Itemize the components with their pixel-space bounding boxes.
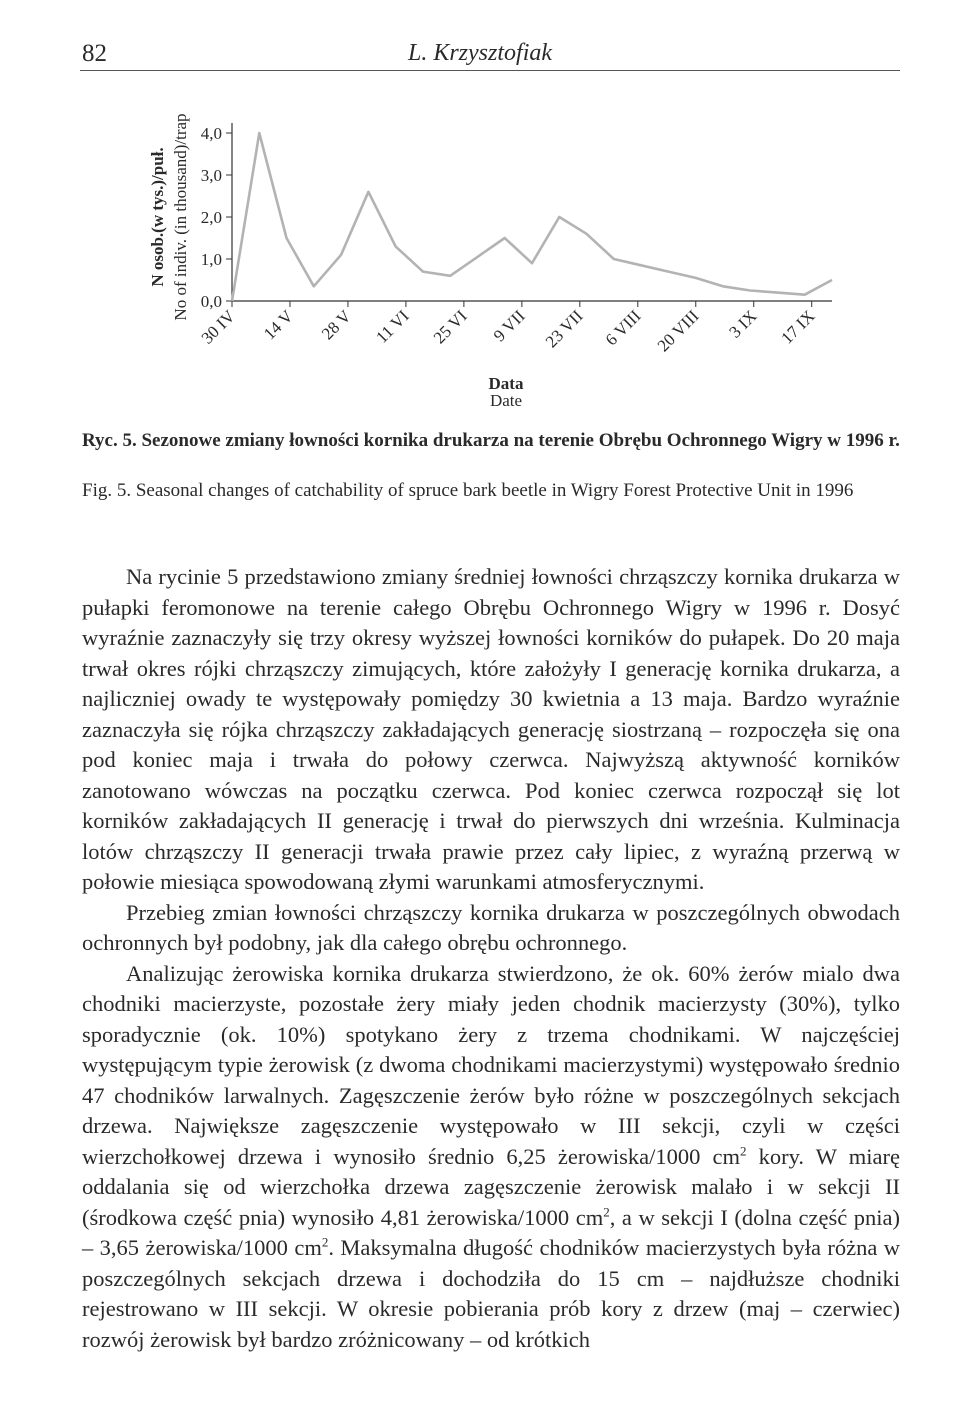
body-text	[82, 562, 900, 1355]
x-tick-label: 30 IV	[197, 306, 239, 348]
figure-caption-pl: Ryc. 5. Sezonowe zmiany łowności kornika drukarza na terenie Obrębu Ochronnego Wigry w 1996 r.	[82, 430, 900, 451]
x-tick-label: 3 IX	[725, 306, 761, 342]
catchability-line-chart	[0, 0, 960, 420]
paragraph-2: Przebieg zmian łowności chrząszczy kornika drukarza w poszczególnych obwodach ochronnych był podobny, jak dla całego obrębu ochronnego.	[82, 899, 900, 955]
superscript-2: 2	[740, 1143, 747, 1158]
x-tick-label: 14 V	[259, 306, 297, 344]
running-head-author: L. Krzysztofiak	[407, 40, 553, 66]
paragraph-3-part-2: kory. W miarę oddalania się od wierzchołka drzewa zagęszczenie żerowisk malało i w sekcji II (środkowa część pnia) wynosiło 4,81 żerowiska/1000 cm	[82, 1143, 900, 1230]
x-tick-label: 20 VIII	[653, 306, 703, 356]
y-tick-label: 2,0	[200, 208, 222, 227]
y-tick-label: 3,0	[200, 166, 222, 185]
y-tick-label: 1,0	[200, 250, 222, 269]
paragraph-3-part-3: , a w sekcji I (dolna część pnia) – 3,65 żerowiska/1000 cm	[82, 1204, 900, 1260]
y-axis-title-pl: N osob.(w tys.)/puł.	[148, 147, 167, 287]
paragraph-3-part-1: Analizując żerowiska kornika drukarza stwierdzono, że ok. 60% żerów mialo dwa chodniki macierzyste, pozostałe żery miały jeden chodnik macierzysty (30%), tylko sporadycznie (ok. 10%) spotykano żery z trzema chodnikami. W najczęściej występującym typie żerowisk (z dwoma chodnikami macierzystymi) występowało średnio 47 chodników larwalnych. Zagęszczenie żerów było różne w poszczególnych sekcjach drzewa. Największe zagęszczenie występowało w III sekcji, czyli w części wierzchołkowej drzewa i wynosiło średnio 6,25 żerowiska/1000 cm	[82, 960, 900, 1169]
superscript-2: 2	[321, 1234, 329, 1250]
series-line	[232, 133, 832, 301]
superscript-2: 2	[603, 1204, 610, 1219]
x-tick-label: 11 VI	[372, 306, 413, 347]
page-number: 82	[82, 40, 107, 67]
x-tick-label: 9 VII	[489, 306, 529, 346]
paragraph-3-part-4: . Maksymalna długość chodników macierzystych była różna w poszczególnych sekcjach drzewa i dochodziła do 15 cm – najdłuższe chodniki rejestrowano w III sekcji. W okresie pobierania prób kory z drzew (maj – czerwiec) rozwój żerowisk był bardzo zróżnicowany – od krótkich	[82, 1235, 901, 1352]
x-tick-label: 28 V	[317, 306, 355, 344]
x-tick-label: 6 VIII	[601, 306, 645, 350]
x-axis-title-en: Date	[489, 391, 523, 410]
figure-caption-en: Fig. 5. Seasonal changes of catchability of spruce bark beetle in Wigry Forest Protective Unit in 1996	[82, 480, 854, 501]
paragraph-3	[82, 959, 900, 1356]
x-tick-label: 25 VI	[429, 306, 471, 348]
x-axis-title-pl: Data	[488, 374, 524, 393]
paragraph-1: Na rycinie 5 przedstawiono zmiany średniej łowności chrząszczy kornika drukarza w pułapki feromonowe na terenie całego Obrębu Ochronnego Wigry w 1996 r. Dosyć wyraźnie zaznaczyły się trzy okresy wyższej łowności korników do pułapek. Do 20 maja trwał okres rójki chrząszczy zimujących, które założyły I generację kornika drukarza, a najliczniej owady te występowały pomiędzy 30 kwietnia a 13 maja. Bardzo wyraźnie zaznaczyła się rójka chrząszczy zakładających generację siostrzaną – rozpoczęła się ona pod koniec maja i trwała do połowy czerwca. Najwyższą aktywność korników zanotowano wówczas na początku czerwca. Pod koniec czerwca rozpoczął się lot korników zakładających II generację i trwał do pierwszych dni września. Kulminacja lotów chrząszczy II generacji trwała prawie przez cały lipiec, z wyraźną przerwą w połowie miesiąca spowodowaną złymi warunkami atmosferycznymi.	[82, 564, 900, 894]
x-tick-label: 17 IX	[777, 306, 819, 348]
x-tick-label: 23 VII	[541, 306, 587, 352]
y-tick-label: 0,0	[200, 292, 222, 311]
y-axis-title-en: No of indiv. (in thousand)/trap	[171, 113, 190, 321]
y-tick-label: 4,0	[200, 124, 222, 143]
